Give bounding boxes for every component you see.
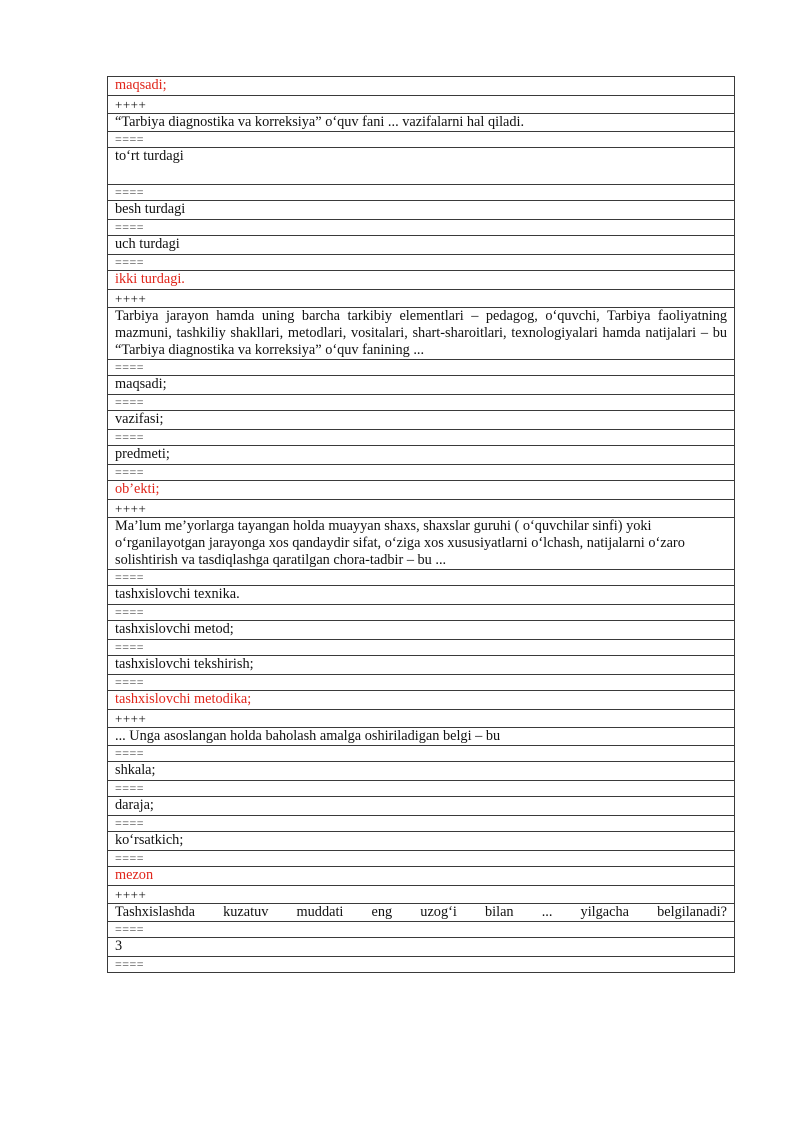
separator-row: [108, 132, 735, 148]
answer-option-text: shkala;: [108, 762, 735, 781]
separator-marker: ====: [108, 360, 735, 376]
question-row: [108, 518, 735, 570]
question-start-marker: ++++: [108, 886, 735, 904]
separator-marker: ====: [108, 922, 735, 938]
answer-option-row: [108, 832, 735, 851]
answer-option-row: [108, 376, 735, 395]
question-start-marker: ++++: [108, 290, 735, 308]
answer-option-row: [108, 586, 735, 605]
question-text: Ma’lum me’yorlarga tayangan holda muayyan shaxs, shaxslar guruhi ( o‘quvchilar sinfi) yoki o‘rganilayotgan jarayonga xos qandaydir sifat, o‘ziga xos xususiyatlarni o‘lchash, natijalarni o‘zaro solishtirish va tasdiqlashga qaratilgan chora-tadbir – bu ...: [108, 518, 735, 570]
question-start-row: [108, 290, 735, 308]
question-row: [108, 308, 735, 360]
question-start-marker: ++++: [108, 710, 735, 728]
correct-answer-text: mezon: [108, 867, 735, 886]
test-questions-body: [108, 77, 735, 973]
question-row: [108, 114, 735, 132]
correct-answer-text: tashxislovchi metodika;: [108, 691, 735, 710]
separator-marker: ====: [108, 465, 735, 481]
separator-row: [108, 675, 735, 691]
separator-marker: ====: [108, 395, 735, 411]
separator-row: [108, 781, 735, 797]
correct-answer-text: ob’ekti;: [108, 481, 735, 500]
answer-option-text: daraja;: [108, 797, 735, 816]
question-row: [108, 904, 735, 922]
separator-row: [108, 360, 735, 376]
question-start-row: [108, 96, 735, 114]
answer-option-text: tashxislovchi metod;: [108, 621, 735, 640]
separator-marker: ====: [108, 132, 735, 148]
answer-option-row: [108, 621, 735, 640]
separator-marker: ====: [108, 430, 735, 446]
separator-row: [108, 570, 735, 586]
answer-option-row: [108, 797, 735, 816]
answer-option-row: [108, 148, 735, 185]
answer-option-text: maqsadi;: [108, 376, 735, 395]
test-questions-table: [107, 76, 735, 973]
separator-row: [108, 922, 735, 938]
answer-option-row: [108, 446, 735, 465]
separator-marker: ====: [108, 255, 735, 271]
separator-marker: ====: [108, 851, 735, 867]
separator-marker: ====: [108, 185, 735, 201]
answer-option-text: tashxislovchi tekshirish;: [108, 656, 735, 675]
separator-marker: ====: [108, 570, 735, 586]
answer-option-text: besh turdagi: [108, 201, 735, 220]
separator-marker: ====: [108, 675, 735, 691]
correct-answer-text: ikki turdagi.: [108, 271, 735, 290]
separator-marker: ====: [108, 816, 735, 832]
separator-marker: ====: [108, 220, 735, 236]
separator-marker: ====: [108, 957, 735, 973]
separator-row: [108, 185, 735, 201]
answer-option-row: [108, 236, 735, 255]
separator-marker: ====: [108, 746, 735, 762]
correct-answer-row: [108, 481, 735, 500]
correct-answer-row: [108, 271, 735, 290]
separator-row: [108, 746, 735, 762]
question-row: [108, 728, 735, 746]
separator-row: [108, 605, 735, 621]
question-start-row: [108, 710, 735, 728]
answer-option-text: 3: [108, 938, 735, 957]
separator-row: [108, 640, 735, 656]
answer-option-text: tashxislovchi texnika.: [108, 586, 735, 605]
correct-answer-row: [108, 77, 735, 96]
answer-option-row: [108, 762, 735, 781]
answer-option-row: [108, 201, 735, 220]
answer-option-text: predmeti;: [108, 446, 735, 465]
answer-option-text: to‘rt turdagi: [108, 148, 735, 185]
separator-marker: ====: [108, 605, 735, 621]
separator-row: [108, 851, 735, 867]
answer-option-text: ko‘rsatkich;: [108, 832, 735, 851]
question-text: Tashxislashda kuzatuv muddati eng uzog‘i bilan ... yilgacha belgilanadi?: [108, 904, 735, 922]
separator-marker: ====: [108, 781, 735, 797]
question-start-marker: ++++: [108, 500, 735, 518]
question-text: “Tarbiya diagnostika va korreksiya” o‘quv fani ... vazifalarni hal qiladi.: [108, 114, 735, 132]
separator-row: [108, 220, 735, 236]
question-start-row: [108, 500, 735, 518]
question-text: Tarbiya jarayon hamda uning barcha tarkibiy elementlari – pedagog, o‘quvchi, Tarbiya faoliyatning mazmuni, tashkiliy shakllari, metodlari, vositalari, shart-sharoitlari, texnologiyalari hamda natijalari – bu “Tarbiya diagnostika va korreksiya” o‘quv fanining ...: [108, 308, 735, 360]
separator-row: [108, 465, 735, 481]
correct-answer-text: maqsadi;: [108, 77, 735, 96]
question-start-row: [108, 886, 735, 904]
correct-answer-row: [108, 691, 735, 710]
answer-option-row: [108, 656, 735, 675]
question-text: ... Unga asoslangan holda baholash amalga oshiriladigan belgi – bu: [108, 728, 735, 746]
separator-row: [108, 255, 735, 271]
answer-option-text: uch turdagi: [108, 236, 735, 255]
answer-option-row: [108, 411, 735, 430]
question-start-marker: ++++: [108, 96, 735, 114]
separator-marker: ====: [108, 640, 735, 656]
separator-row: [108, 816, 735, 832]
separator-row: [108, 957, 735, 973]
answer-option-text: vazifasi;: [108, 411, 735, 430]
correct-answer-row: [108, 867, 735, 886]
separator-row: [108, 430, 735, 446]
answer-option-row: [108, 938, 735, 957]
separator-row: [108, 395, 735, 411]
